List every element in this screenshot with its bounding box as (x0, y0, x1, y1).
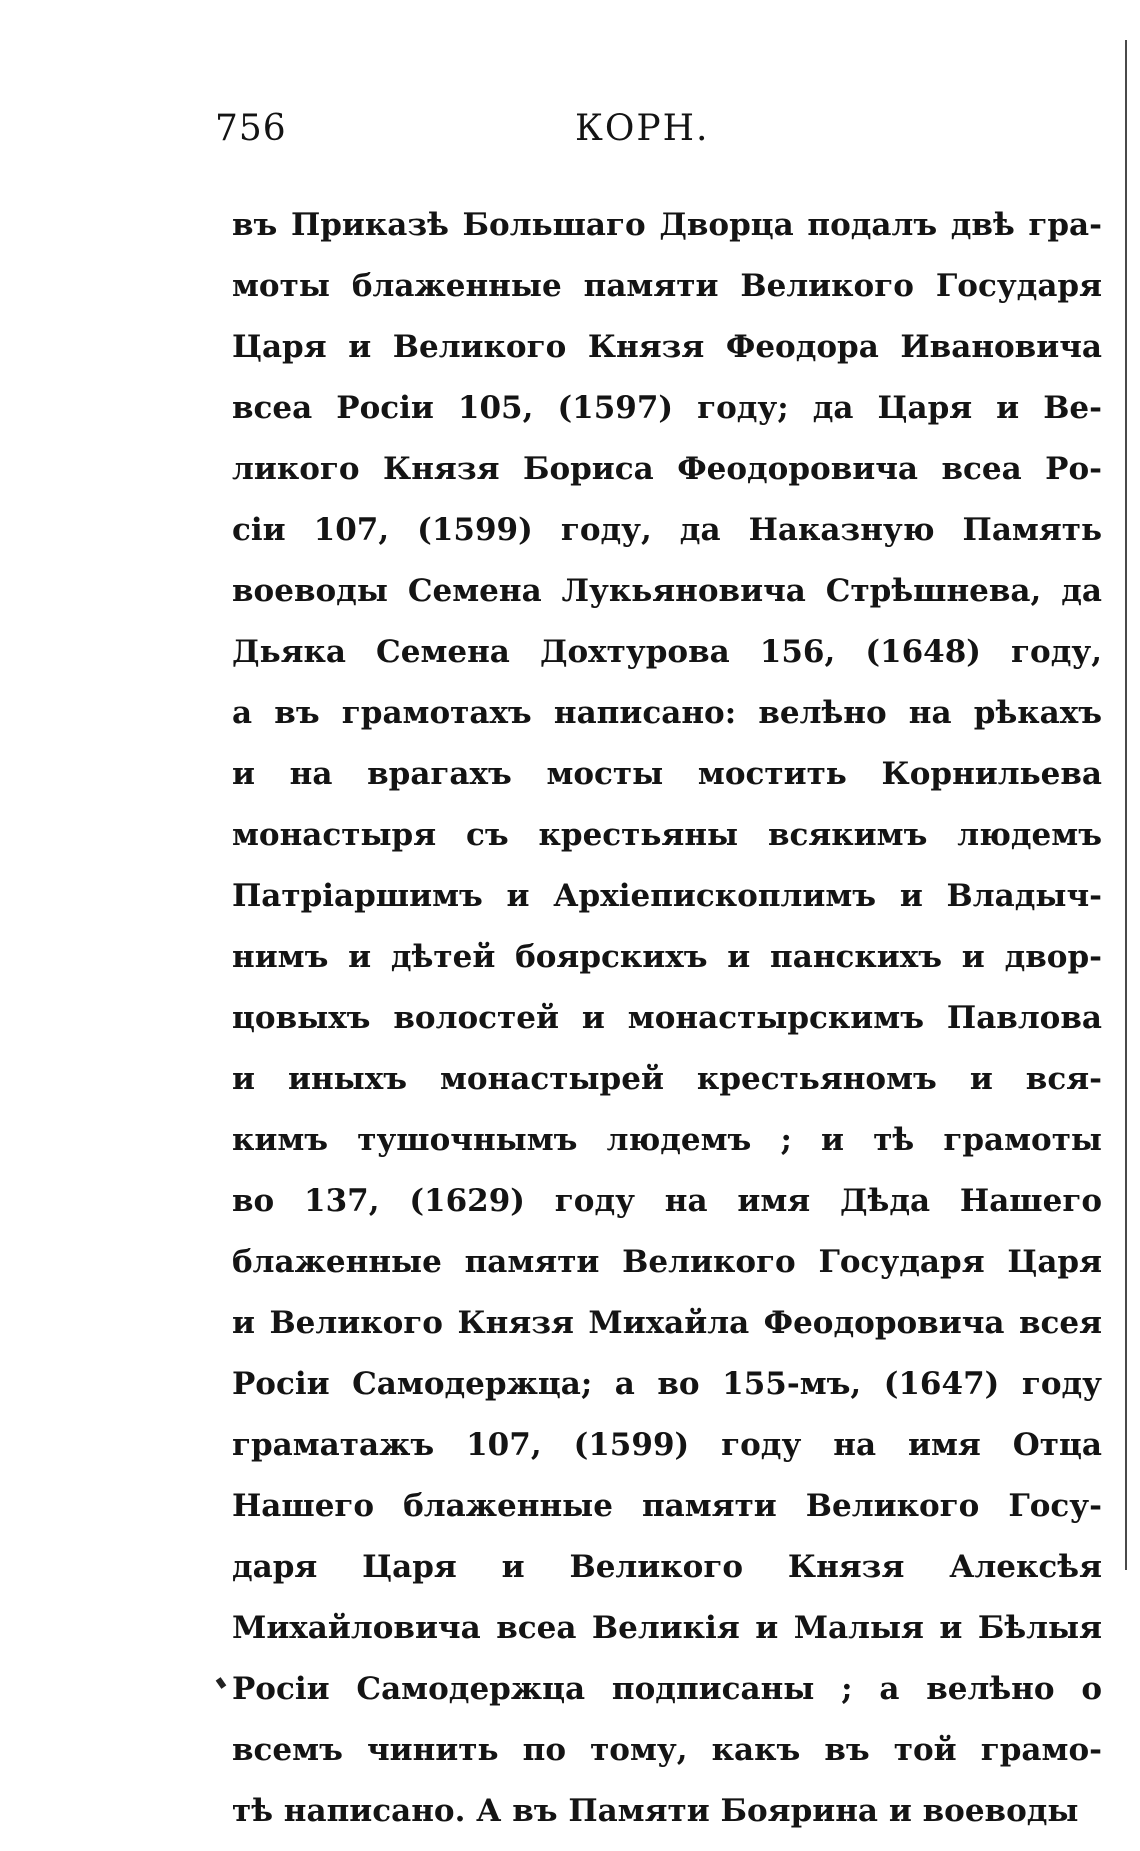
body-text (232, 195, 1102, 1842)
text-line: монастыря съ крестьяны всякимъ людемъ (232, 817, 1102, 853)
text-line: Михайловича всеа Великія и Малыя и Бѣлыя (232, 1610, 1102, 1646)
text-line: всеа Росіи 105, (1597) году; да Царя и Ве- (232, 390, 1102, 426)
page-edge-line (1125, 40, 1127, 1570)
text-line: тѣ написано. А въ Памяти Боярина и воеводы (232, 1793, 1079, 1829)
text-line: всемъ чинить по тому, какъ въ той грамо- (232, 1732, 1102, 1768)
text-line: Дьяка Семена Дохтурова 156, (1648) году, (232, 634, 1102, 670)
text-line: и иныхъ монастырей крестьяномъ и вся- (232, 1061, 1102, 1097)
text-line: во 137, (1629) году на имя Дѣда Нашего (232, 1183, 1102, 1219)
text-line: а въ грамотахъ написано: велѣно на рѣкахъ (232, 695, 1102, 731)
text-line: сіи 107, (1599) году, да Наказную Память (232, 512, 1102, 548)
text-line: Нашего блаженные памяти Великого Госу- (232, 1488, 1102, 1524)
page-header (215, 108, 1095, 168)
text-line: въ Приказѣ Большаго Дворца подалъ двѣ гра- (232, 207, 1102, 243)
text-line: кимъ тушочнымъ людемъ ; и тѣ грамоты (232, 1122, 1102, 1158)
text-line: Царя и Великого Князя Феодора Ивановича (232, 329, 1102, 365)
text-line: граматажъ 107, (1599) году на имя Отца (232, 1427, 1102, 1463)
text-line: Патріаршимъ и Архіепископлимъ и Владыч- (232, 878, 1102, 914)
text-line: воеводы Семена Лукьяновича Стрѣшнева, да (232, 573, 1102, 609)
running-head: КОРН. (575, 108, 710, 149)
text-line: Росіи Самодержца подписаны ; а велѣно о (232, 1671, 1102, 1707)
text-line: моты блаженные памяти Великого Государя (232, 268, 1102, 304)
ink-speck (216, 1677, 227, 1689)
text-line: и на врагахъ мосты мостить Корнильева (232, 756, 1102, 792)
text-line: Росіи Самодержца; а во 155-мъ, (1647) году (232, 1366, 1102, 1402)
text-line: цовыхъ волостей и монастырскимъ Павлова (232, 1000, 1102, 1036)
text-line: даря Царя и Великого Князя Алексѣя (232, 1549, 1102, 1585)
text-line: блаженные памяти Великого Государя Царя (232, 1244, 1102, 1280)
page-number: 756 (215, 108, 287, 149)
text-line: нимъ и дѣтей боярскихъ и панскихъ и двор- (232, 939, 1102, 975)
text-line: и Великого Князя Михайла Феодоровича всея (232, 1305, 1102, 1341)
text-line: ликого Князя Бориса Феодоровича всеа Ро- (232, 451, 1102, 487)
